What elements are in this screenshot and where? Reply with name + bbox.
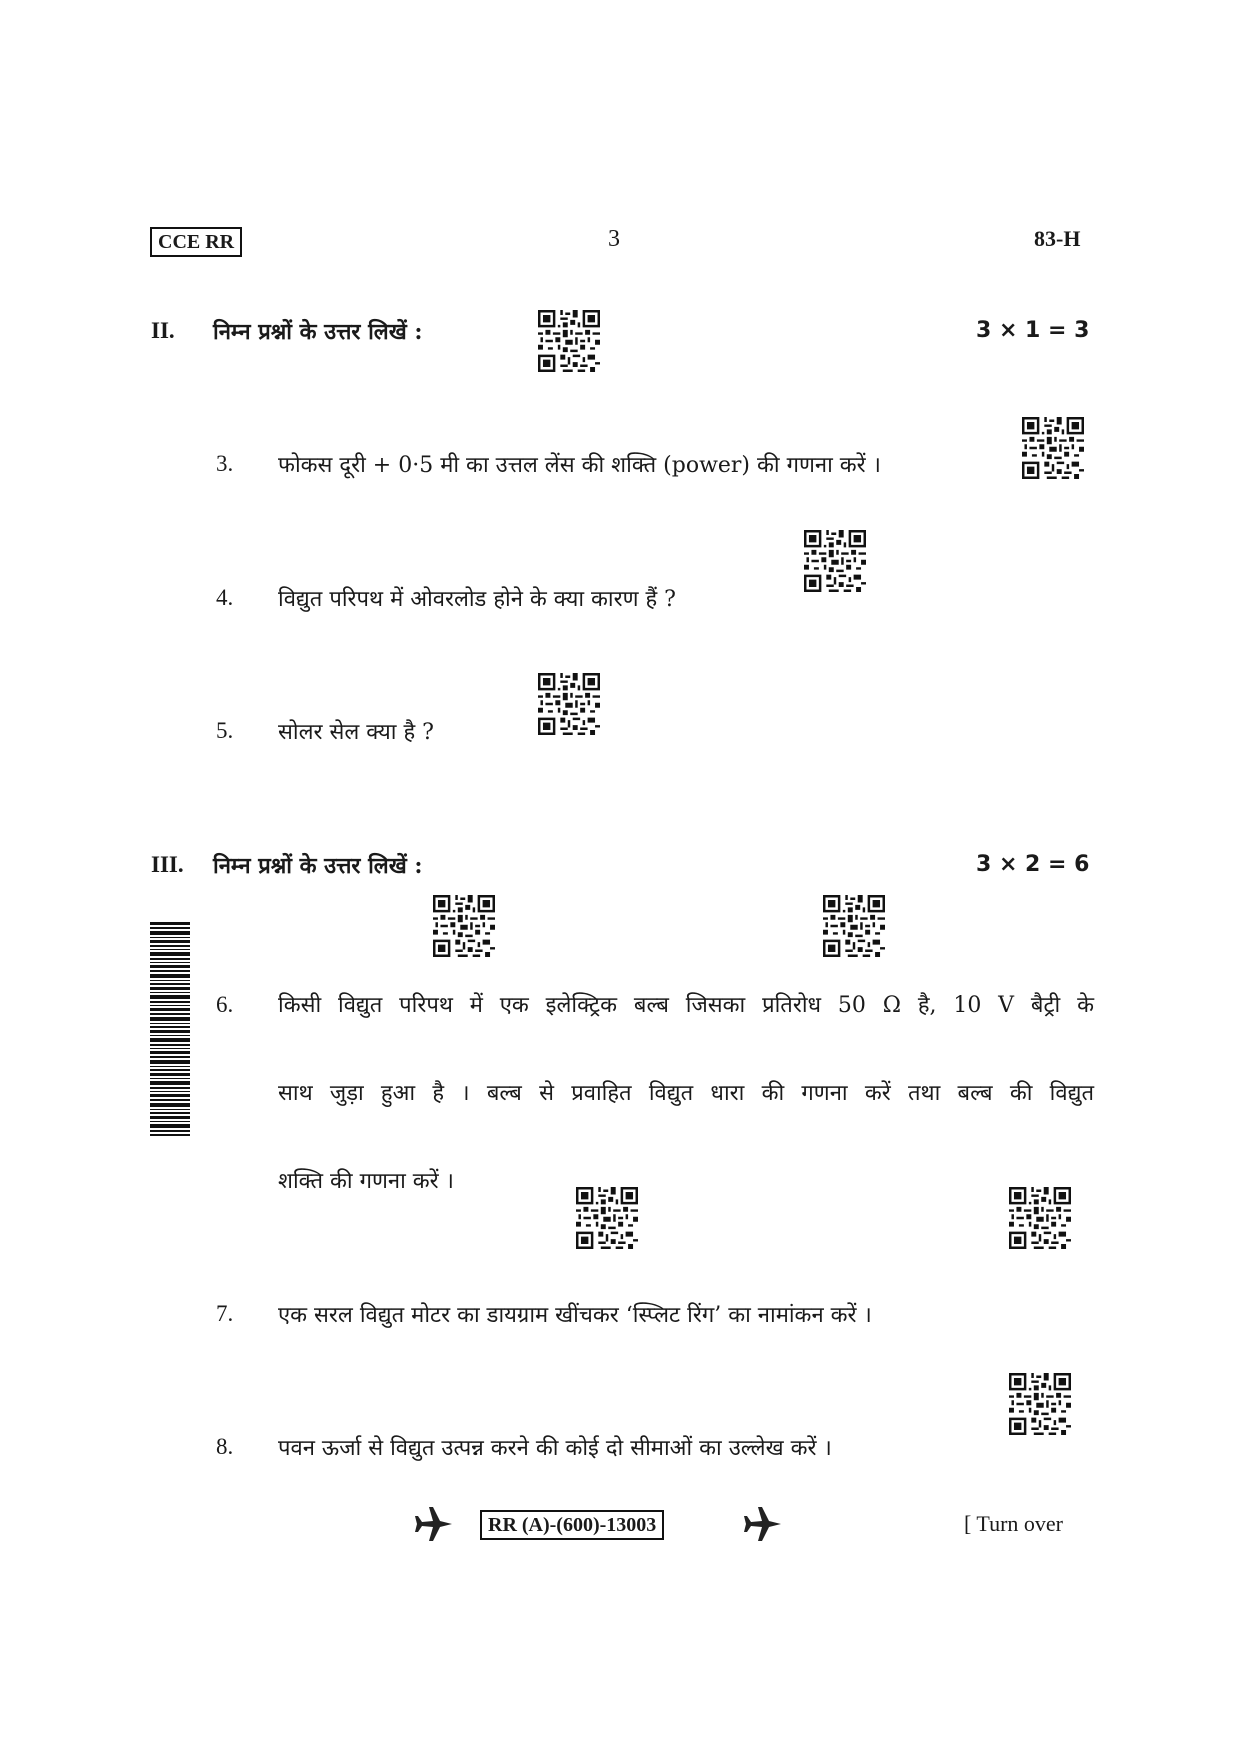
qr-code-icon: [1022, 417, 1084, 479]
footer-code-box: RR (A)-(600)-13003: [480, 1510, 664, 1540]
qr-code-icon: [576, 1187, 638, 1249]
question-3-text: फोकस दूरी + 0·5 मी का उत्तल लेंस की शक्ति (power) की गणना करें ।: [278, 453, 882, 478]
paper-code: 83-H: [1034, 226, 1081, 251]
question-4-text: विद्युत परिपथ में ओवरलोड होने के क्या कारण हैं ?: [278, 587, 676, 612]
section-2-marks: 3 × 1 = 3: [976, 318, 1090, 343]
question-4-number: 4.: [216, 585, 234, 610]
qr-code-icon: [538, 310, 600, 372]
turn-over-text: [ Turn over: [964, 1511, 1064, 1536]
question-5-text: सोलर सेल क्या है ?: [278, 720, 434, 745]
section-2-number: II.: [151, 318, 175, 343]
question-8-text: पवन ऊर्जा से विद्युत उत्पन्न करने की कोई दो सीमाओं का उल्लेख करें ।: [278, 1436, 832, 1461]
question-5-number: 5.: [216, 718, 234, 743]
question-6-line-1: किसी विद्युत परिपथ में एक इलेक्ट्रिक बल्ब जिसका प्रतिरोध 50 Ω है, 10 V बैट्री के: [278, 993, 1094, 1018]
question-8-number: 8.: [216, 1434, 234, 1459]
question-7-text: एक सरल विद्युत मोटर का डायग्राम खींचकर ‘स्प्लिट रिंग’ का नामांकन करें ।: [278, 1303, 872, 1328]
section-3-heading: निम्न प्रश्नों के उत्तर लिखें :: [213, 853, 423, 879]
qr-code-icon: [1009, 1373, 1071, 1435]
question-6-line-3: शक्ति की गणना करें ।: [278, 1169, 454, 1194]
qr-code-icon: [538, 673, 600, 735]
question-3-number: 3.: [216, 451, 234, 476]
question-6-number: 6.: [216, 992, 234, 1017]
qr-code-icon: [804, 530, 866, 592]
qr-code-icon: [823, 895, 885, 957]
barcode-icon: [150, 922, 190, 1136]
page-number: 3: [608, 226, 620, 252]
section-3-marks: 3 × 2 = 6: [976, 852, 1090, 877]
airplane-icon: [414, 1504, 454, 1544]
airplane-icon: [743, 1504, 783, 1544]
question-7-number: 7.: [216, 1301, 234, 1326]
header-code-box: CCE RR: [150, 227, 242, 257]
question-6-line-2: साथ जुड़ा हुआ है । बल्ब से प्रवाहित विद्युत धारा की गणना करें तथा बल्ब की विद्युत: [278, 1081, 1094, 1106]
section-3-number: III.: [151, 852, 184, 877]
qr-code-icon: [433, 895, 495, 957]
section-2-heading: निम्न प्रश्नों के उत्तर लिखें :: [213, 319, 423, 345]
qr-code-icon: [1009, 1187, 1071, 1249]
